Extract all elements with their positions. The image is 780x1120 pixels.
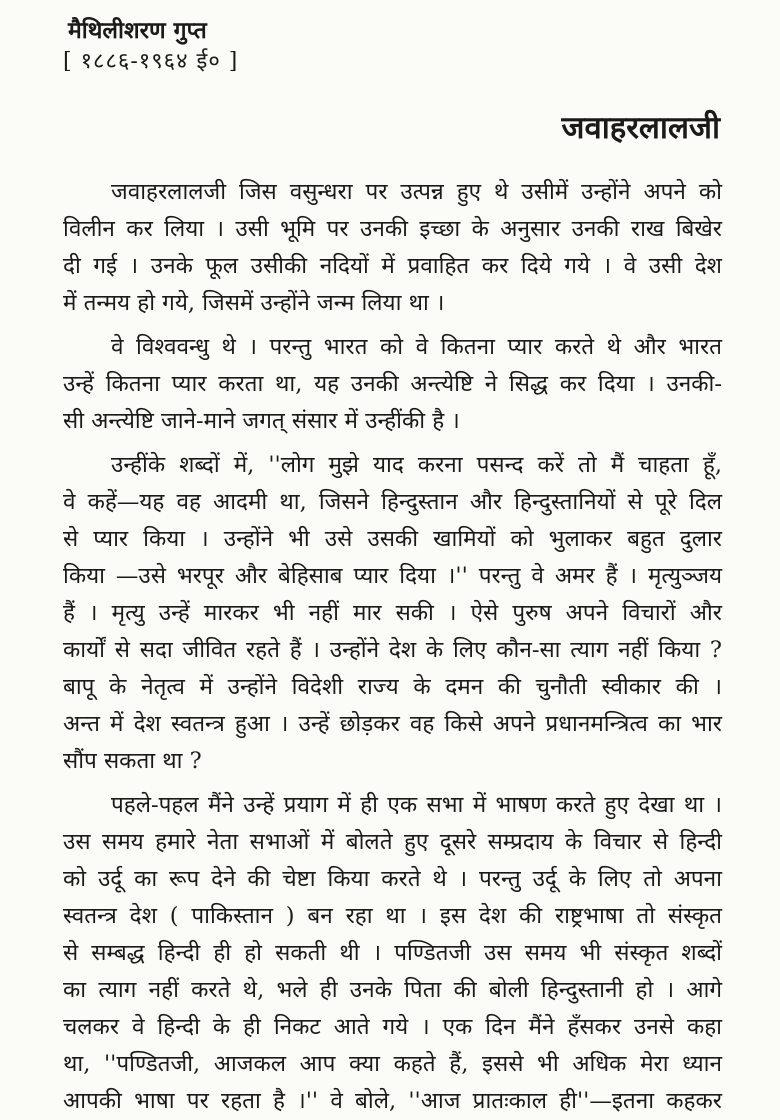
text-line: में तन्मय हो गये, जिसमें उन्होंने जन्म लिया था । — [63, 290, 445, 316]
text-line: विलीन कर लिया । उसी भूमि पर उनकी इच्छा के अनुसार उनकी राख बिखेर — [63, 216, 722, 242]
text-line: हैं । मृत्यु उन्हें मारकर भी नहीं मार सकी । ऐसे पुरुष अपने विचारों और — [63, 600, 722, 626]
text-line: जवाहरलालजी जिस वसुन्धरा पर उत्पन्न हुए थे उसीमें उन्होंने अपने को — [111, 179, 722, 205]
text-line: दी गई । उनके फूल उसीकी नदियों में प्रवाहित कर दिये गये । वे उसी देश — [63, 253, 722, 279]
text-line: बापू के नेतृत्व में उन्होंने विदेशी राज्य के दमन की चुनौती स्वीकार की । — [63, 674, 722, 700]
text-line: से सम्बद्ध हिन्दी ही हो सकती थी । पण्डितजी उस समय भी संस्कृत शब्दों — [63, 940, 722, 966]
text-line: आपकी भाषा पर रहता है ।'' वे बोले, ''आज प्रातःकाल ही''—इतना कहकर — [63, 1088, 722, 1114]
text-line: पहले-पहल मैंने उन्हें प्रयाग में ही एक सभा में भाषण करते हुए देखा था । — [111, 792, 722, 818]
paragraph — [63, 787, 722, 1120]
text-line: सी अन्त्येष्टि जाने-माने जगत् संसार में उन्हींकी है । — [63, 408, 460, 434]
text-line: था, ''पण्डितजी, आजकल आप क्या कहते हैं, इससे भी अधिक मेरा ध्यान — [63, 1051, 722, 1077]
essay-body — [63, 174, 722, 1120]
text-line: स्वतन्त्र देश ( पाकिस्तान ) बन रहा था । इस देश की राष्ट्रभाषा तो संस्कृत — [63, 903, 722, 929]
text-line: उन्हें कितना प्यार करता था, यह उनकी अन्त्येष्टि ने सिद्ध कर दिया । उनकी- — [63, 371, 722, 397]
text-line: वे कहें—यह वह आदमी था, जिसने हिन्दुस्तान और हिन्दुस्तानियों से पूरे दिल — [63, 489, 722, 515]
text-line: से प्यार किया । उन्होंने भी उसे उसकी खामियों को भुलाकर बहुत दुलार — [63, 526, 722, 552]
text-line: का त्याग नहीं करते थे, भले ही उनके पिता की बोली हिन्दुस्तानी हो । आगे — [63, 977, 722, 1003]
text-line: वे विश्ववन्धु थे । परन्तु भारत को वे कितना प्यार करते थे और भारत — [111, 334, 722, 360]
essay-title: जवाहरलालजी — [561, 110, 720, 146]
text-line: उन्हींके शब्दों में, ''लोग मुझे याद करना पसन्द करें तो मैं चाहता हूँ, — [111, 452, 722, 478]
text-line: उस समय हमारे नेता सभाओं में बोलते हुए दूसरे सम्प्रदाय के विचार से हिन्दी — [63, 829, 722, 855]
paragraph — [63, 174, 722, 322]
text-line: कार्यों से सदा जीवित रहते हैं । उन्होंने देश के लिए कौन-सा त्याग नहीं किया ? — [63, 637, 722, 663]
author-name: मैथिलीशरण गुप्त — [68, 17, 207, 44]
paragraph — [63, 447, 722, 780]
paragraph — [63, 329, 722, 440]
text-line: किया —उसे भरपूर और बेहिसाब प्यार दिया ।'' परन्तु वे अमर हैं । मृत्युञ्जय — [63, 563, 722, 589]
text-line: अन्त में देश स्वतन्त्र हुआ । उन्हें छोड़कर वह किसे अपने प्रधानमन्त्रित्व का भार — [63, 711, 722, 737]
text-line: को उर्दू का रूप देने की चेष्टा किया करते थे । परन्तु उर्दू के लिए तो अपना — [63, 866, 722, 892]
author-life-dates: [ १८८६-१९६४ ई० ] — [63, 49, 239, 74]
text-line: सौंप सकता था ? — [63, 748, 202, 774]
text-line: चलकर वे हिन्दी के ही निकट आते गये । एक दिन मैंने हँसकर उनसे कहा — [63, 1014, 722, 1040]
